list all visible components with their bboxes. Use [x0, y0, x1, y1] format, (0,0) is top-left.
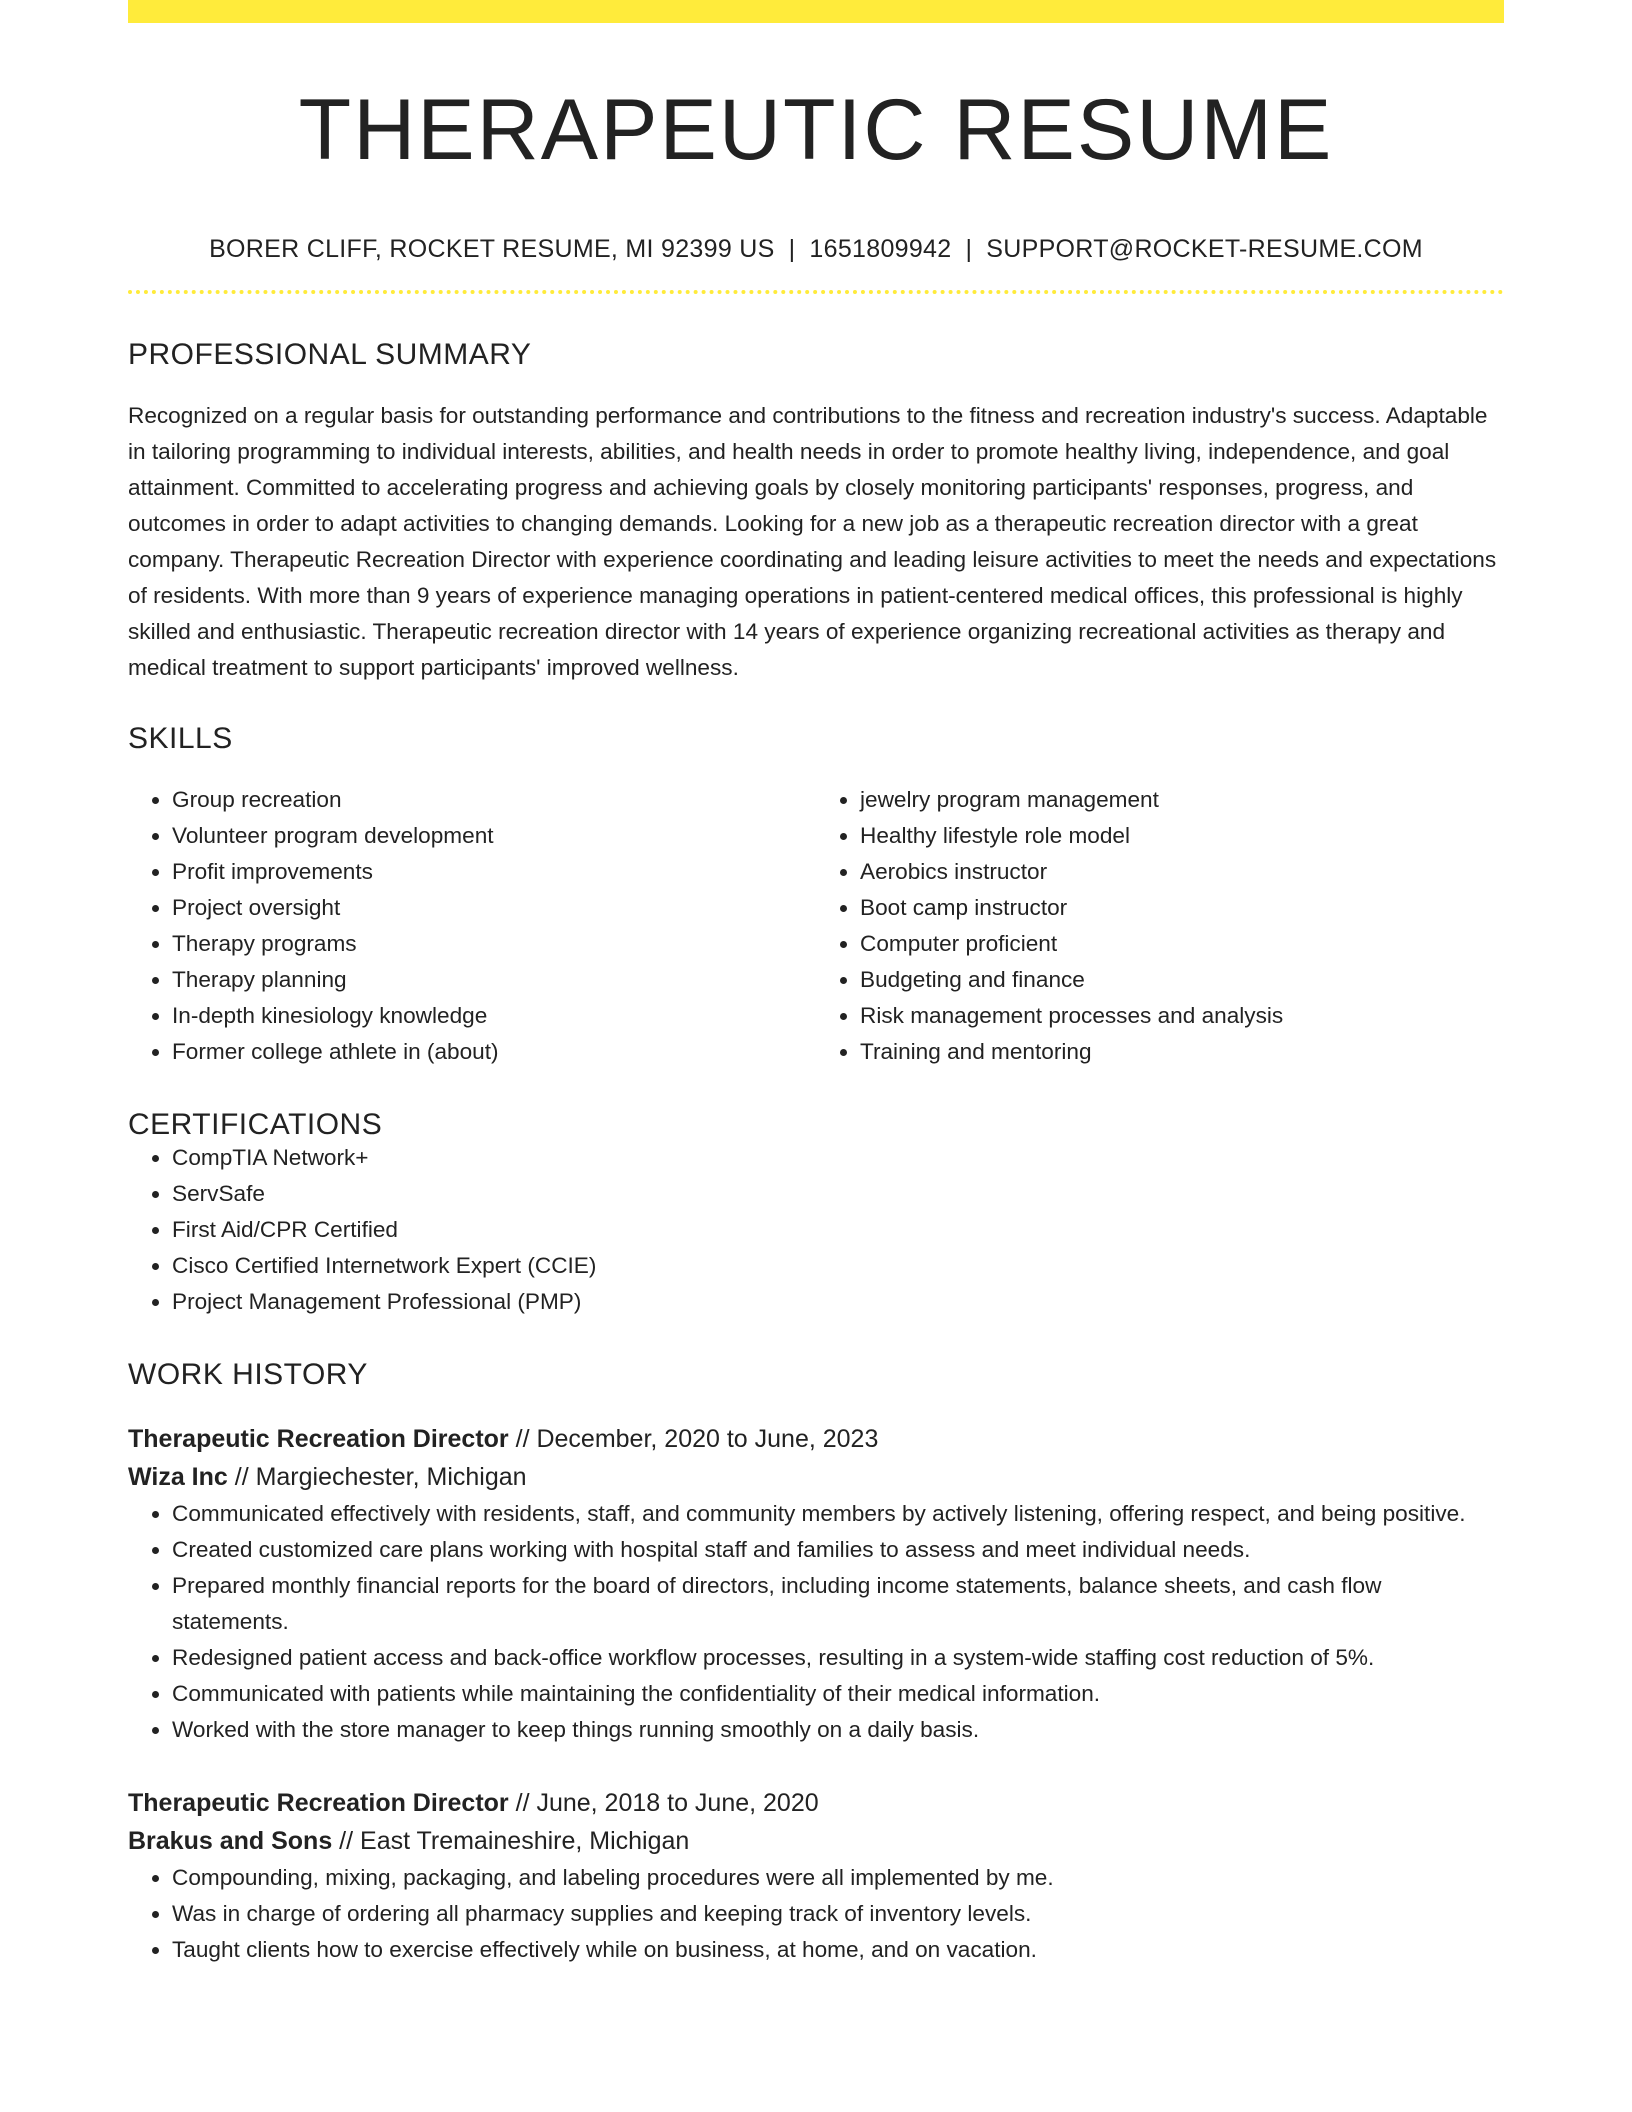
top-accent-bar	[128, 0, 1504, 23]
job-location: // Margiechester, Michigan	[227, 1463, 527, 1491]
skill-item: • Project oversight	[172, 890, 816, 926]
job-duty: • Redesigned patient access and back-office workflow processes, resulting in a system-wide staffing cost reduction of 5%.	[172, 1640, 1504, 1676]
job-company: Brakus and Sons	[128, 1827, 333, 1855]
job-dates: // December, 2020 to June, 2023	[508, 1425, 879, 1453]
skill-item: • Computer proficient	[860, 926, 1504, 962]
job-location: // East Tremaineshire, Michigan	[332, 1827, 690, 1855]
job-duty: • Communicated effectively with residents, staff, and community members by actively listening, offering respect, and being positive.	[172, 1496, 1504, 1532]
skill-item: • Risk management processes and analysis	[860, 998, 1504, 1034]
certification-item: • Project Management Professional (PMP)	[172, 1284, 1504, 1320]
job-company: Wiza Inc	[128, 1463, 228, 1491]
job-duties-list	[128, 1860, 1504, 1968]
skill-item: • Aerobics instructor	[860, 854, 1504, 890]
job-role: Therapeutic Recreation Director	[128, 1789, 509, 1817]
job-role-line	[128, 1784, 1504, 1822]
skill-item: • Former college athlete in (about)	[172, 1034, 816, 1070]
certifications-heading: CERTIFICATIONS	[128, 1108, 383, 1141]
skills-list-left	[128, 782, 816, 1070]
summary-text: Recognized on a regular basis for outstanding performance and contributions to the fitness and recreation industry's success. Adaptable in tailoring programming to individual interests, abilities, and health needs in order to promote healthy living, independence, and goal attainment. Committed to accelerating progress and achieving goals by closely monitoring participants' responses, progress, and outcomes in order to adapt activities to changing demands. Looking for a new job as a therapeutic recreation director with a great company. Therapeutic Recreation Director with experience coordinating and leading leisure activities to meet the needs and expectations of residents. With more than 9 years of experience managing operations in patient-centered medical offices, this professional is highly skilled and enthusiastic. Therapeutic recreation director with 14 years of experience organizing recreational activities as therapy and medical treatment to support participants' improved wellness.	[128, 403, 1497, 680]
skill-item: • Boot camp instructor	[860, 890, 1504, 926]
job-company-line	[128, 1458, 1504, 1496]
certification-item: • ServSafe	[172, 1176, 1504, 1212]
skill-item: • Volunteer program development	[172, 818, 816, 854]
skill-item: • In-depth kinesiology knowledge	[172, 998, 816, 1034]
certification-item: • CompTIA Network+	[172, 1140, 1504, 1176]
contact-separator: |	[965, 235, 973, 263]
job-company-line	[128, 1822, 1504, 1860]
contact-email: SUPPORT@ROCKET-RESUME.COM	[986, 235, 1423, 263]
job-role-line	[128, 1420, 1504, 1458]
skill-item: • Therapy programs	[172, 926, 816, 962]
job-duty: • Taught clients how to exercise effectively while on business, at home, and on vacation.	[172, 1932, 1504, 1968]
work-history-heading: WORK HISTORY	[128, 1358, 368, 1391]
job-duty: • Compounding, mixing, packaging, and labeling procedures were all implemented by me.	[172, 1860, 1504, 1896]
job-duty: • Communicated with patients while maintaining the confidentiality of their medical information.	[172, 1676, 1504, 1712]
job-role: Therapeutic Recreation Director	[128, 1425, 509, 1453]
summary-heading: PROFESSIONAL SUMMARY	[128, 338, 532, 371]
contact-phone: 1651809942	[809, 235, 952, 263]
job-dates: // June, 2018 to June, 2020	[508, 1789, 819, 1817]
resume-page	[128, 0, 1504, 2112]
job-duty: • Was in charge of ordering all pharmacy supplies and keeping track of inventory levels.	[172, 1896, 1504, 1932]
skills-list-right	[816, 782, 1504, 1070]
skills-heading: SKILLS	[128, 722, 233, 755]
job-duty: • Created customized care plans working with hospital staff and families to assess and meet individual needs.	[172, 1532, 1504, 1568]
certifications-list	[128, 1140, 1504, 1320]
certification-item: • Cisco Certified Internetwork Expert (CCIE)	[172, 1248, 1504, 1284]
skill-item: • Therapy planning	[172, 962, 816, 998]
skill-item: • Group recreation	[172, 782, 816, 818]
job-entry	[128, 1420, 1504, 1748]
job-duties-list	[128, 1496, 1504, 1748]
skill-item: • Budgeting and finance	[860, 962, 1504, 998]
job-entry	[128, 1784, 1504, 1968]
skills-columns	[128, 782, 1504, 1070]
job-duty: • Worked with the store manager to keep things running smoothly on a daily basis.	[172, 1712, 1504, 1748]
job-duty: • Prepared monthly financial reports for the board of directors, including income statements, balance sheets, and cash flow statements.	[172, 1568, 1504, 1640]
dotted-divider	[128, 290, 1504, 294]
resume-title: THERAPEUTIC RESUME	[298, 82, 1334, 178]
skill-item: • Healthy lifestyle role model	[860, 818, 1504, 854]
contact-separator: |	[788, 235, 796, 263]
contact-address: BORER CLIFF, ROCKET RESUME, MI 92399 US	[209, 235, 775, 263]
skill-item: • jewelry program management	[860, 782, 1504, 818]
contact-line	[128, 237, 1504, 262]
skill-item: • Profit improvements	[172, 854, 816, 890]
skill-item: • Training and mentoring	[860, 1034, 1504, 1070]
certification-item: • First Aid/CPR Certified	[172, 1212, 1504, 1248]
